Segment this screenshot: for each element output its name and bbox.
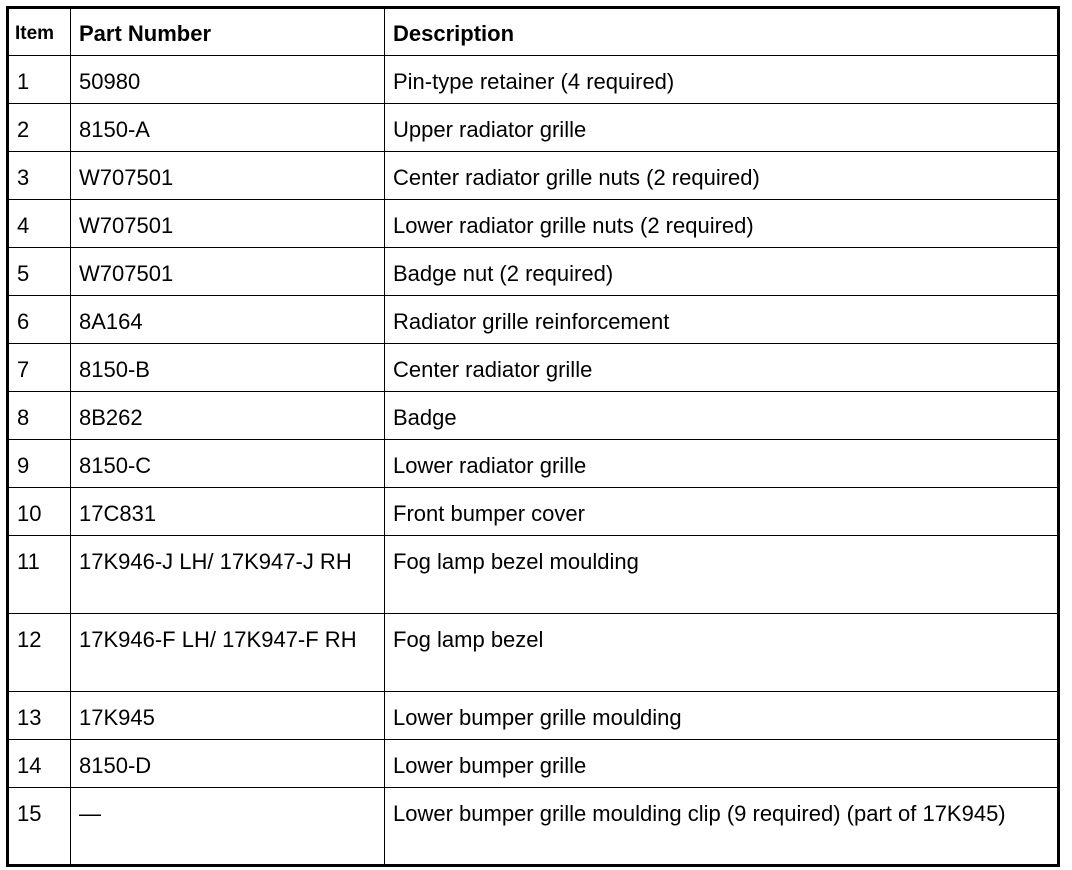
cell-part-number: W707501 bbox=[71, 152, 385, 200]
table-row bbox=[8, 740, 1059, 788]
cell-description: Badge nut (2 required) bbox=[385, 248, 1059, 296]
cell-part-number: 8150-D bbox=[71, 740, 385, 788]
parts-table bbox=[6, 6, 1060, 867]
table-row bbox=[8, 392, 1059, 440]
cell-part-number: 17C831 bbox=[71, 488, 385, 536]
table-row bbox=[8, 248, 1059, 296]
table-row bbox=[8, 104, 1059, 152]
cell-item: 6 bbox=[8, 296, 71, 344]
cell-description: Lower bumper grille bbox=[385, 740, 1059, 788]
cell-description: Radiator grille reinforcement bbox=[385, 296, 1059, 344]
table-row bbox=[8, 152, 1059, 200]
cell-part-number: 8150-B bbox=[71, 344, 385, 392]
cell-item: 14 bbox=[8, 740, 71, 788]
cell-part-number: — bbox=[71, 788, 385, 866]
cell-part-number: 17K946-F LH/ 17K947-F RH bbox=[71, 614, 385, 692]
table-header-row bbox=[8, 8, 1059, 56]
table-row bbox=[8, 692, 1059, 740]
cell-item: 7 bbox=[8, 344, 71, 392]
table-row bbox=[8, 296, 1059, 344]
table-row bbox=[8, 788, 1059, 866]
cell-part-number: W707501 bbox=[71, 200, 385, 248]
cell-item: 11 bbox=[8, 536, 71, 614]
cell-item: 3 bbox=[8, 152, 71, 200]
cell-part-number: W707501 bbox=[71, 248, 385, 296]
cell-description: Front bumper cover bbox=[385, 488, 1059, 536]
table-row bbox=[8, 344, 1059, 392]
cell-item: 8 bbox=[8, 392, 71, 440]
cell-item: 15 bbox=[8, 788, 71, 866]
cell-description: Badge bbox=[385, 392, 1059, 440]
header-item: Item bbox=[8, 8, 71, 56]
cell-part-number: 17K946-J LH/ 17K947-J RH bbox=[71, 536, 385, 614]
cell-description: Lower bumper grille moulding clip (9 required) (part of 17K945) bbox=[385, 788, 1059, 866]
cell-item: 12 bbox=[8, 614, 71, 692]
cell-part-number: 17K945 bbox=[71, 692, 385, 740]
header-part-number: Part Number bbox=[71, 8, 385, 56]
cell-item: 10 bbox=[8, 488, 71, 536]
cell-description: Center radiator grille bbox=[385, 344, 1059, 392]
table-row bbox=[8, 200, 1059, 248]
cell-part-number: 8B262 bbox=[71, 392, 385, 440]
cell-part-number: 8150-A bbox=[71, 104, 385, 152]
cell-description: Pin-type retainer (4 required) bbox=[385, 56, 1059, 104]
cell-part-number: 8A164 bbox=[71, 296, 385, 344]
table-row bbox=[8, 440, 1059, 488]
table-row bbox=[8, 488, 1059, 536]
cell-part-number: 8150-C bbox=[71, 440, 385, 488]
cell-item: 13 bbox=[8, 692, 71, 740]
cell-part-number: 50980 bbox=[71, 56, 385, 104]
cell-item: 5 bbox=[8, 248, 71, 296]
cell-item: 9 bbox=[8, 440, 71, 488]
table-row bbox=[8, 614, 1059, 692]
cell-description: Lower radiator grille bbox=[385, 440, 1059, 488]
cell-description: Lower radiator grille nuts (2 required) bbox=[385, 200, 1059, 248]
cell-description: Lower bumper grille moulding bbox=[385, 692, 1059, 740]
cell-item: 4 bbox=[8, 200, 71, 248]
cell-description: Upper radiator grille bbox=[385, 104, 1059, 152]
cell-description: Fog lamp bezel bbox=[385, 614, 1059, 692]
table-row bbox=[8, 536, 1059, 614]
cell-description: Center radiator grille nuts (2 required) bbox=[385, 152, 1059, 200]
table-row bbox=[8, 56, 1059, 104]
cell-item: 2 bbox=[8, 104, 71, 152]
cell-description: Fog lamp bezel moulding bbox=[385, 536, 1059, 614]
cell-item: 1 bbox=[8, 56, 71, 104]
header-description: Description bbox=[385, 8, 1059, 56]
